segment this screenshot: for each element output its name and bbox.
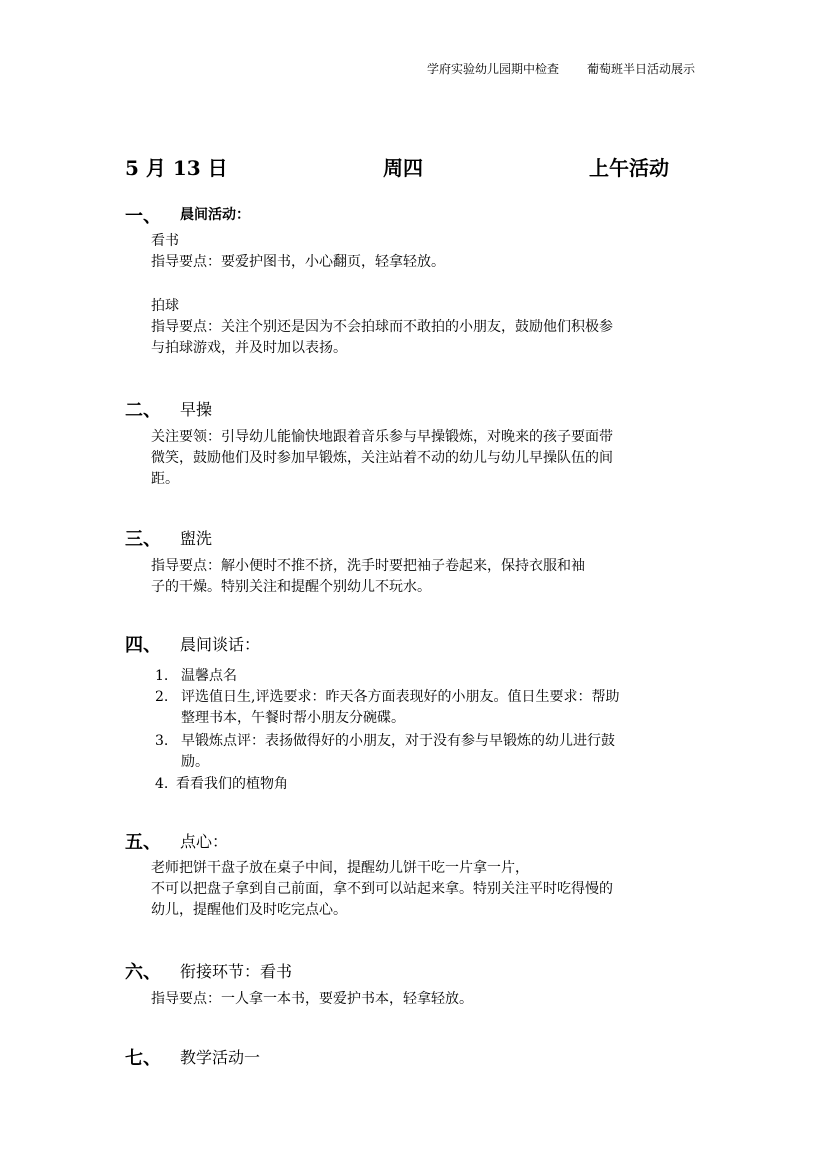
body-line: 指导要点：解小便时不推不挤，洗手时要把袖子卷起来，保持衣服和袖: [151, 558, 585, 574]
list-item: [155, 774, 288, 795]
title-weekday: 周四: [383, 156, 423, 180]
section-title: 教学活动一: [180, 1048, 261, 1067]
body-line: 幼儿，提醒他们及时吃完点心。: [151, 902, 347, 918]
section-title: 晨间活动：: [180, 207, 250, 223]
section-1-block-2: [151, 296, 613, 359]
section-3-body: [151, 556, 585, 598]
section-number: 一、: [125, 206, 161, 227]
section-5-body: [151, 858, 613, 921]
section-number: 三、: [125, 529, 161, 550]
section-title: 晨间谈话：: [180, 635, 261, 654]
list-item-cont: 励。: [181, 754, 209, 770]
list-number: 4.: [155, 776, 169, 792]
list-item: [155, 687, 619, 708]
activity-name: 拍球: [151, 298, 179, 314]
header-school: 学府实验幼儿园期中检查: [426, 62, 559, 76]
activity-guidance-cont: 与拍球游戏，并及时加以表扬。: [151, 340, 347, 356]
header-class: 葡萄班半日活动展示: [586, 62, 695, 76]
section-6-body: [151, 989, 473, 1010]
section-number: 五、: [125, 832, 161, 853]
body-line: 不可以把盘子拿到自己前面，拿不到可以站起来拿。特别关注平时吃得慢的: [151, 881, 613, 897]
section-title: 点心：: [180, 832, 229, 851]
body-line: 指导要点：一人拿一本书，要爱护书本，轻拿轻放。: [151, 991, 473, 1007]
title-session: 上午活动: [589, 156, 669, 180]
list-number: 3.: [155, 733, 169, 749]
list-text: 早锻炼点评：表扬做得好的小朋友，对于没有参与早锻炼的幼儿进行鼓: [181, 733, 615, 749]
list-text: 看看我们的植物角: [176, 776, 288, 792]
activity-guidance: 指导要点：要爱护图书，小心翻页，轻拿轻放。: [151, 254, 445, 270]
section-number: 二、: [125, 400, 161, 421]
body-line: 子的干燥。特别关注和提醒个别幼儿不玩水。: [151, 579, 431, 595]
title-date: 5 月 13 日: [125, 156, 228, 180]
activity-name: 看书: [151, 233, 179, 249]
section-title: 早操: [180, 400, 213, 419]
list-number: 1.: [155, 668, 169, 684]
section-title: 盥洗: [180, 529, 213, 548]
section-title: 衔接环节：看书: [180, 962, 293, 981]
section-1-block-1: [151, 231, 445, 273]
list-item: [155, 731, 615, 752]
title-bar: [125, 152, 685, 178]
list-text: 温馨点名: [181, 668, 237, 684]
body-line: 关注要领：引导幼儿能愉快地跟着音乐参与早操锻炼，对晚来的孩子要面带: [151, 429, 613, 445]
section-number: 四、: [125, 635, 161, 656]
list-number: 2.: [155, 689, 169, 705]
body-line: 微笑，鼓励他们及时参加早锻炼，关注站着不动的幼儿与幼儿早操队伍的间: [151, 450, 613, 466]
section-2-body: [151, 427, 613, 490]
list-item-cont: 整理书本，午餐时帮小朋友分碗碟。: [181, 710, 405, 726]
activity-guidance: 指导要点：关注个别还是因为不会拍球而不敢拍的小朋友，鼓励他们积极参: [151, 319, 613, 335]
body-line: 距。: [151, 471, 179, 487]
list-item: [155, 666, 237, 687]
section-number: 六、: [125, 962, 161, 983]
body-line: 老师把饼干盘子放在桌子中间，提醒幼儿饼干吃一片拿一片，: [151, 860, 529, 876]
list-text: 评选值日生,评选要求：昨天各方面表现好的小朋友。值日生要求：帮助: [181, 689, 620, 705]
section-number: 七、: [125, 1048, 161, 1069]
page-header: [427, 60, 695, 77]
